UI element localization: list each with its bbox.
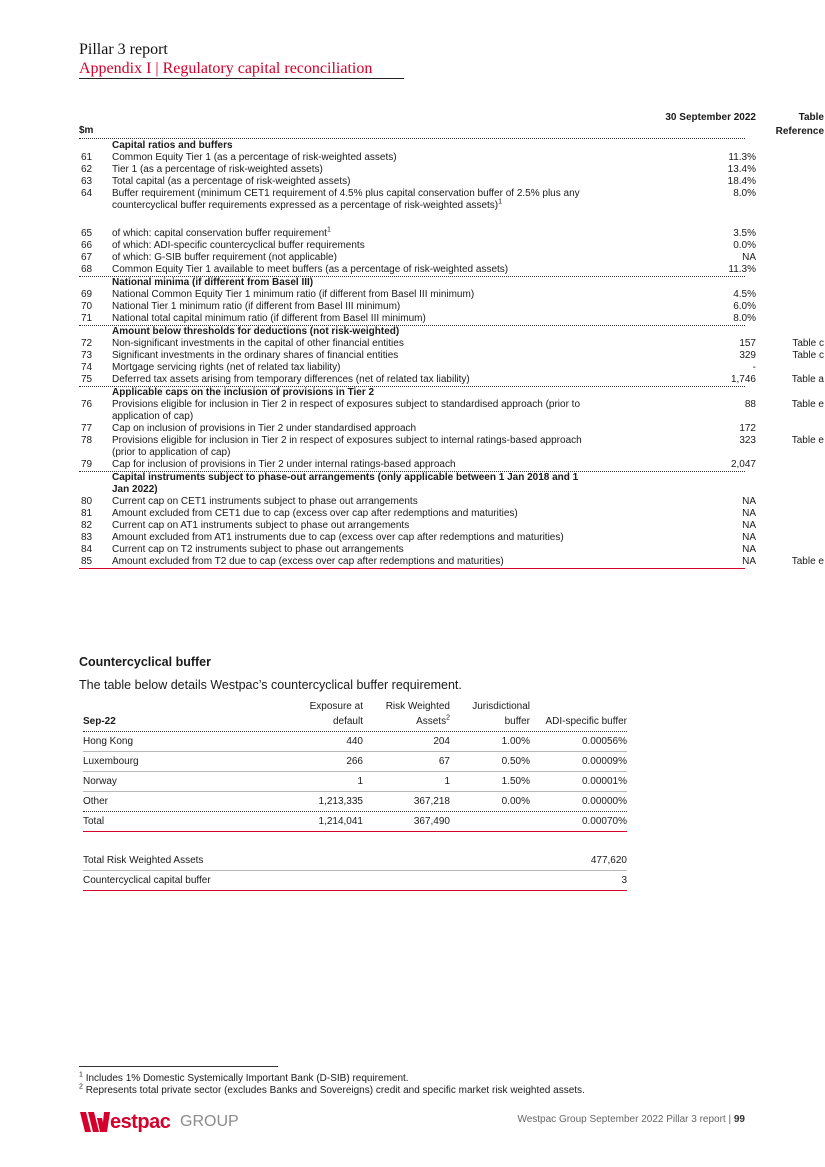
table-row xyxy=(79,496,756,508)
row-description-text: Amount excluded from CET1 due to cap (excess over cap after redemptions and maturities) xyxy=(112,508,518,519)
section-heading-row xyxy=(79,472,745,496)
table-cell: 1.00% xyxy=(501,736,530,747)
row-description-text: of which: G-SIB buffer requirement (not applicable) xyxy=(112,252,337,263)
row-description xyxy=(112,164,582,176)
row-description-text: of which: ADI-specific countercyclical buffer requirements xyxy=(112,240,365,251)
table-cell: 1 xyxy=(444,776,450,787)
row-reference: Table a xyxy=(791,374,824,385)
table-row xyxy=(79,338,824,350)
row-number: 73 xyxy=(81,350,93,361)
row-value: 329 xyxy=(739,350,756,361)
row-description xyxy=(112,423,582,435)
row-description xyxy=(112,435,582,459)
page-number: 99 xyxy=(733,1114,745,1125)
table-row xyxy=(79,374,824,387)
row-value: - xyxy=(752,362,756,373)
footnote-rule xyxy=(79,1066,278,1067)
header-text: Jurisdictional buffer xyxy=(472,701,530,727)
table-cell: 0.00070% xyxy=(581,816,627,827)
table-row xyxy=(79,152,756,164)
row-description xyxy=(112,508,582,520)
row-reference: Table c xyxy=(792,350,824,361)
row-number: 75 xyxy=(81,374,93,385)
table-row xyxy=(79,176,756,188)
row-value: 11.3% xyxy=(728,264,756,275)
row-number: 68 xyxy=(81,264,93,275)
row-number: 69 xyxy=(81,289,93,300)
table-row xyxy=(83,772,627,792)
row-description-text: Non-significant investments in the capital of other financial entities xyxy=(112,338,404,349)
row-value: 1,746 xyxy=(730,374,756,385)
reference-column-header: Table Reference xyxy=(775,112,824,137)
row-description-text: Current cap on CET1 instruments subject to phase out arrangements xyxy=(112,496,418,507)
header-rule xyxy=(79,78,404,79)
row-description xyxy=(112,326,582,338)
row-description-text: Deferred tax assets arising from temporary differences (net of related tax liability) xyxy=(112,374,470,385)
header-text: Risk Weighted Assets xyxy=(385,701,450,727)
row-description-text: Common Equity Tier 1 available to meet buffers (as a percentage of risk-weighted assets) xyxy=(112,264,509,275)
row-description-text: Cap on inclusion of provisions in Tier 2 under standardised approach xyxy=(112,423,417,434)
table-row xyxy=(79,350,824,362)
row-description xyxy=(112,301,582,313)
row-description xyxy=(112,532,582,544)
table-cell: 1,214,041 xyxy=(318,816,363,827)
table-row xyxy=(79,459,756,472)
section-subtitle: Appendix I | Regulatory capital reconciliation xyxy=(79,60,373,77)
row-value: NA xyxy=(742,252,756,263)
row-value: NA xyxy=(742,508,756,519)
row-description xyxy=(112,459,582,471)
table-cell: Hong Kong xyxy=(83,736,134,747)
capital-table-header xyxy=(79,111,824,139)
row-number: 85 xyxy=(81,556,93,567)
header-text: Exposure at default xyxy=(309,701,363,727)
row-description-text: Tier 1 (as a percentage of risk-weighted assets) xyxy=(112,164,323,175)
table-row xyxy=(79,556,824,569)
row-number: 67 xyxy=(81,252,93,263)
table-row xyxy=(83,732,627,752)
table-cell: 367,218 xyxy=(413,796,450,807)
row-reference: Table e xyxy=(791,556,824,567)
table-cell: 1.50% xyxy=(501,776,530,787)
period-header: Sep-22 xyxy=(83,716,116,727)
row-reference: Table c xyxy=(792,338,824,349)
table-row xyxy=(79,520,756,532)
row-description xyxy=(112,264,582,276)
row-description xyxy=(112,140,582,152)
row-value: 2,047 xyxy=(730,459,756,470)
row-description xyxy=(112,387,582,399)
row-description xyxy=(112,240,582,252)
total-row xyxy=(83,812,627,832)
row-number: 66 xyxy=(81,240,93,251)
row-number: 63 xyxy=(81,176,93,187)
row-description xyxy=(112,350,582,362)
row-description-text: Amount excluded from T2 due to cap (excess over cap after redemptions and maturities) xyxy=(112,556,504,567)
table-row xyxy=(79,313,756,326)
page-footer: Westpac Group September 2022 Pillar 3 report | 99 xyxy=(517,1114,745,1125)
row-description-text: National minima (if different from Basel III) xyxy=(112,277,314,288)
row-value: NA xyxy=(742,496,756,507)
row-number: 64 xyxy=(81,188,93,199)
row-description-text: Provisions eligible for inclusion in Tier 2 in respect of exposures subject to internal ratings-based approach (prior to application of cap) xyxy=(112,435,582,458)
row-value: 172 xyxy=(739,423,756,434)
footnote-marker: 2 xyxy=(446,714,450,722)
row-number: 62 xyxy=(81,164,93,175)
capital-table-body xyxy=(79,140,824,569)
countercyclical-table-header xyxy=(83,700,627,732)
row-reference: Table e xyxy=(791,435,824,446)
jurisdictional-header xyxy=(453,699,530,729)
table-cell: 0.00% xyxy=(501,796,530,807)
row-description-text: Significant investments in the ordinary shares of financial entities xyxy=(112,350,399,361)
row-description xyxy=(112,399,582,423)
table-row xyxy=(79,435,824,459)
row-description xyxy=(112,472,582,496)
row-description-text: National Common Equity Tier 1 minimum ratio (if different from Basel III minimum) xyxy=(112,289,475,300)
row-number: 65 xyxy=(81,228,93,239)
section-heading-row xyxy=(79,140,745,152)
footnote-1: $^1$ Includes 1% Domestic Systemically Important Bank (D-SIB) requirement. xyxy=(79,1071,409,1084)
units-label: $m xyxy=(79,125,94,136)
table-row xyxy=(79,532,756,544)
table-row xyxy=(79,226,756,240)
table-row xyxy=(79,423,756,435)
row-value: NA xyxy=(742,520,756,531)
row-number: 82 xyxy=(81,520,93,531)
row-description-text: Mortgage servicing rights (net of related tax liability) xyxy=(112,362,341,373)
table-cell: Other xyxy=(83,796,109,807)
row-value: 3.5% xyxy=(733,228,756,239)
row-value: 323 xyxy=(739,435,756,446)
westpac-w-icon xyxy=(80,1112,112,1132)
table-row xyxy=(79,252,756,264)
row-description xyxy=(112,362,582,374)
row-description-text: National total capital minimum ratio (if different from Basel III minimum) xyxy=(112,313,426,324)
row-value: NA xyxy=(742,544,756,555)
row-description-text: Capital instruments subject to phase-out arrangements (only applicable between 1 Jan 2018 and 1 Jan 2022) xyxy=(112,472,579,495)
table-cell: 1 xyxy=(357,776,363,787)
row-description-text: Capital ratios and buffers xyxy=(112,140,233,151)
date-column-header: 30 September 2022 xyxy=(665,112,756,123)
row-description xyxy=(112,520,582,532)
row-value: 13.4% xyxy=(727,164,756,175)
row-number: 77 xyxy=(81,423,93,434)
footnote-marker: 1 xyxy=(498,198,503,206)
table-row xyxy=(79,264,756,277)
row-number: 61 xyxy=(81,152,93,163)
countercyclical-intro: The table below details Westpac’s countercyclical buffer requirement. xyxy=(79,678,462,692)
row-number: 76 xyxy=(81,399,93,410)
footnote-marker: 1 xyxy=(326,226,331,234)
buffer-summary xyxy=(83,851,627,891)
table-cell: 0.00009% xyxy=(581,756,627,767)
brand-wordmark: estpac xyxy=(110,1111,171,1133)
table-cell: 204 xyxy=(433,736,450,747)
row-value: 88 xyxy=(744,399,756,410)
row-reference: Table e xyxy=(791,399,824,410)
row-value: 0.0% xyxy=(733,240,756,251)
row-description-text: Current cap on AT1 instruments subject to phase out arrangements xyxy=(112,520,410,531)
row-value: NA xyxy=(742,556,756,567)
table-row xyxy=(79,362,756,374)
row-description xyxy=(112,496,582,508)
row-description xyxy=(112,252,582,264)
section-heading-row xyxy=(79,326,745,338)
row-description xyxy=(112,228,582,240)
table-cell: Norway xyxy=(83,776,117,787)
table-row xyxy=(79,164,756,176)
row-description xyxy=(112,556,582,568)
row-description-text: Amount below thresholds for deductions (not risk-weighted) xyxy=(112,326,400,337)
row-number: 84 xyxy=(81,544,93,555)
row-description-text: Provisions eligible for inclusion in Tier 2 in respect of exposures subject to standardised approach (prior to application of cap) xyxy=(112,399,581,422)
row-value: 157 xyxy=(739,338,756,349)
row-description-text: Applicable caps on the inclusion of provisions in Tier 2 xyxy=(112,387,375,398)
row-value: 4.5% xyxy=(733,289,756,300)
row-value: NA xyxy=(742,532,756,543)
row-description xyxy=(112,313,582,325)
row-description-text: Total capital (as a percentage of risk-weighted assets) xyxy=(112,176,351,187)
row-description xyxy=(112,277,582,289)
table-cell: 440 xyxy=(346,736,363,747)
summary-row: Total Risk Weighted Assets 477,620 xyxy=(83,851,627,871)
row-number: 83 xyxy=(81,532,93,543)
row-description-text: Amount excluded from AT1 instruments due to cap (excess over cap after redemptions and maturities) xyxy=(112,532,564,543)
row-value: 6.0% xyxy=(733,301,756,312)
rwa-header xyxy=(373,699,450,729)
table-cell: 0.00000% xyxy=(581,796,627,807)
row-number: 70 xyxy=(81,301,93,312)
row-value: 8.0% xyxy=(733,188,756,199)
table-row xyxy=(83,792,627,812)
row-number: 71 xyxy=(81,313,93,324)
row-description xyxy=(112,152,582,164)
table-cell: 0.00001% xyxy=(581,776,627,787)
report-title: Pillar 3 report xyxy=(79,41,168,58)
row-description-text: Current cap on T2 instruments subject to phase out arrangements xyxy=(112,544,404,555)
table-cell: Total xyxy=(83,816,105,827)
table-cell: 266 xyxy=(346,756,363,767)
table-cell: 67 xyxy=(438,756,450,767)
countercyclical-title: Countercyclical buffer xyxy=(79,655,211,669)
table-cell: Luxembourg xyxy=(83,756,139,767)
row-description xyxy=(112,338,582,350)
table-cell: 367,490 xyxy=(413,816,450,827)
section-heading-row xyxy=(79,277,745,289)
table-row xyxy=(79,399,824,423)
row-number: 80 xyxy=(81,496,93,507)
row-description-text: of which: capital conservation buffer requirement xyxy=(112,228,327,239)
row-value: 8.0% xyxy=(733,313,756,324)
row-number: 72 xyxy=(81,338,93,349)
row-description-text: Cap for inclusion of provisions in Tier 2 under internal ratings-based approach xyxy=(112,459,456,470)
ead-header xyxy=(283,699,363,729)
table-cell: 1,213,335 xyxy=(318,796,363,807)
row-description-text: National Tier 1 minimum ratio (if different from Basel III minimum) xyxy=(112,301,401,312)
footnote-2: $^2$ Represents total private sector (excludes Banks and Sovereigns) credit and specific market risk weighted assets. xyxy=(79,1083,585,1096)
adi-buffer-header: ADI-specific buffer xyxy=(545,716,627,727)
section-heading-row xyxy=(79,387,745,399)
row-value: 11.3% xyxy=(728,152,756,163)
table-row xyxy=(79,301,756,313)
table-row xyxy=(79,188,756,212)
row-number: 79 xyxy=(81,459,93,470)
row-description xyxy=(112,289,582,301)
countercyclical-table xyxy=(83,700,627,832)
row-description xyxy=(112,188,582,212)
row-description-text: Buffer requirement (minimum CET1 requirement of 4.5% plus capital conservation buffer of 2.5% plus any countercyclical buffer requirements expressed as a percentage of risk-weighted assets) xyxy=(112,188,580,211)
brand-group: GROUP xyxy=(180,1113,239,1130)
row-number: 78 xyxy=(81,435,93,446)
table-cell: 0.00056% xyxy=(581,736,627,747)
row-description-text: Common Equity Tier 1 (as a percentage of risk-weighted assets) xyxy=(112,152,397,163)
table-row xyxy=(83,752,627,772)
table-row xyxy=(79,544,756,556)
table-row xyxy=(79,240,756,252)
summary-row: Countercyclical capital buffer 3 xyxy=(83,871,627,891)
table-cell: 0.50% xyxy=(501,756,530,767)
row-description xyxy=(112,374,582,386)
table-row xyxy=(79,508,756,520)
table-row xyxy=(79,289,756,301)
row-value: 18.4% xyxy=(727,176,756,187)
row-number: 74 xyxy=(81,362,93,373)
row-description xyxy=(112,544,582,556)
row-description xyxy=(112,176,582,188)
row-number: 81 xyxy=(81,508,93,519)
